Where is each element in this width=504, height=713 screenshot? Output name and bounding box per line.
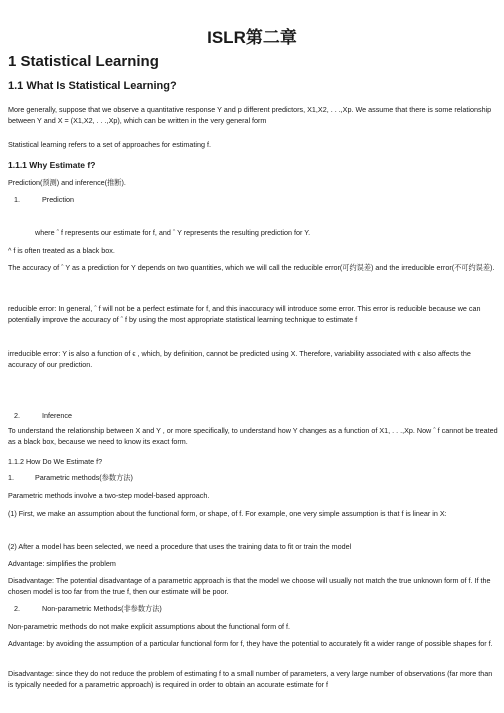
- paragraph-estimate: where ˆ f represents our estimate for f, and ˆ Y represents the resulting prediction for Y.: [35, 228, 311, 237]
- paragraph-disadvantage: Disadvantage: The potential disadvantage of a parametric approach is that the model we choose will usually not match the true unknown form of f. If the chosen model is too far from the true f, then our estimate will be poor.: [8, 576, 491, 596]
- paragraph-estimate-heading: 1.1.2 How Do We Estimate f?: [8, 457, 103, 466]
- paragraph-irreducible-error: irreducible error: Y is also a function of ϵ , which, by definition, cannot be predicted using X. Therefore, variability associated with ϵ also affects the accuracy of our prediction.: [8, 349, 471, 369]
- paragraph-non-parametric: Non-parametric methods do not make explicit assumptions about the functional form of f.: [8, 622, 291, 631]
- paragraph-accuracy: The accuracy of ˆ Y as a prediction for Y depends on two quantities, which we will call the reducible error(可约误差) and the irreducible error(不可约误差).: [8, 263, 495, 272]
- paragraph-black-box: ^ f is often treated as a black box.: [8, 246, 115, 255]
- list-item-parametric: Parametric methods(参数方法): [35, 473, 133, 482]
- paragraph-np-disadvantage: Disadvantage: since they do not reduce the problem of estimating f to a small number of parameters, a very large number of observations (far more than is typically needed for a parametric approach) is required in order to obtain an accurate estimate for f: [8, 669, 493, 689]
- paragraph-np-advantage: Advantage: by avoiding the assumption of a particular functional form for f, they have the potential to accurately fit a wider range of possible shapes for f.: [8, 639, 493, 648]
- subsection-heading: 1.1.1 Why Estimate f?: [8, 160, 96, 170]
- chapter-heading: 1 Statistical Learning: [8, 53, 159, 70]
- paragraph-parametric: Parametric methods involve a two-step model-based approach.: [8, 491, 210, 500]
- paragraph-step-one: (1) First, we make an assumption about the functional form, or shape, of f. For example, one very simple assumption is that f is linear in X:: [8, 509, 447, 518]
- list-item-inference: Inference: [42, 411, 72, 420]
- list-number: 2.: [14, 411, 20, 420]
- list-number: 1.: [14, 195, 20, 204]
- list-item-non-parametric: Non-parametric Methods(非参数方法): [42, 604, 162, 613]
- paragraph-definition: Statistical learning refers to a set of approaches for estimating f.: [8, 140, 211, 149]
- paragraph-intro: More generally, suppose that we observe a quantitative response Y and p different predictors, X1,X2, . . .,Xp. We assume that there is some relationship between Y and X = (X1,X2, . . .,Xp), which can be written in the very general form: [8, 105, 492, 125]
- list-number: 1.: [8, 473, 14, 482]
- document-title: ISLR第二章: [207, 28, 297, 47]
- list-number: 2.: [14, 604, 20, 613]
- paragraph-prediction-inference: Prediction(预测) and inference(推断).: [8, 178, 126, 187]
- paragraph-reducible-error: reducible error: In general, ˆ f will not be a perfect estimate for f, and this inaccuracy will introduce some error. This error is reducible because we can potentially improve the accuracy of ˆ f by using the most appropriate statistical learning technique to estimate f: [8, 304, 481, 324]
- paragraph-inference: To understand the relationship between X and Y , or more specifically, to understand how Y changes as a function of X1, . . .,Xp. Now ˆ f cannot be treated as a black box, because we need to know its exact form.: [8, 426, 498, 446]
- paragraph-step-two: (2) After a model has been selected, we need a procedure that uses the training data to fit or train the model: [8, 542, 352, 551]
- section-heading: 1.1 What Is Statistical Learning?: [8, 80, 177, 92]
- paragraph-advantage: Advantage: simplifies the problem: [8, 559, 116, 568]
- list-item-prediction: Prediction: [42, 195, 74, 204]
